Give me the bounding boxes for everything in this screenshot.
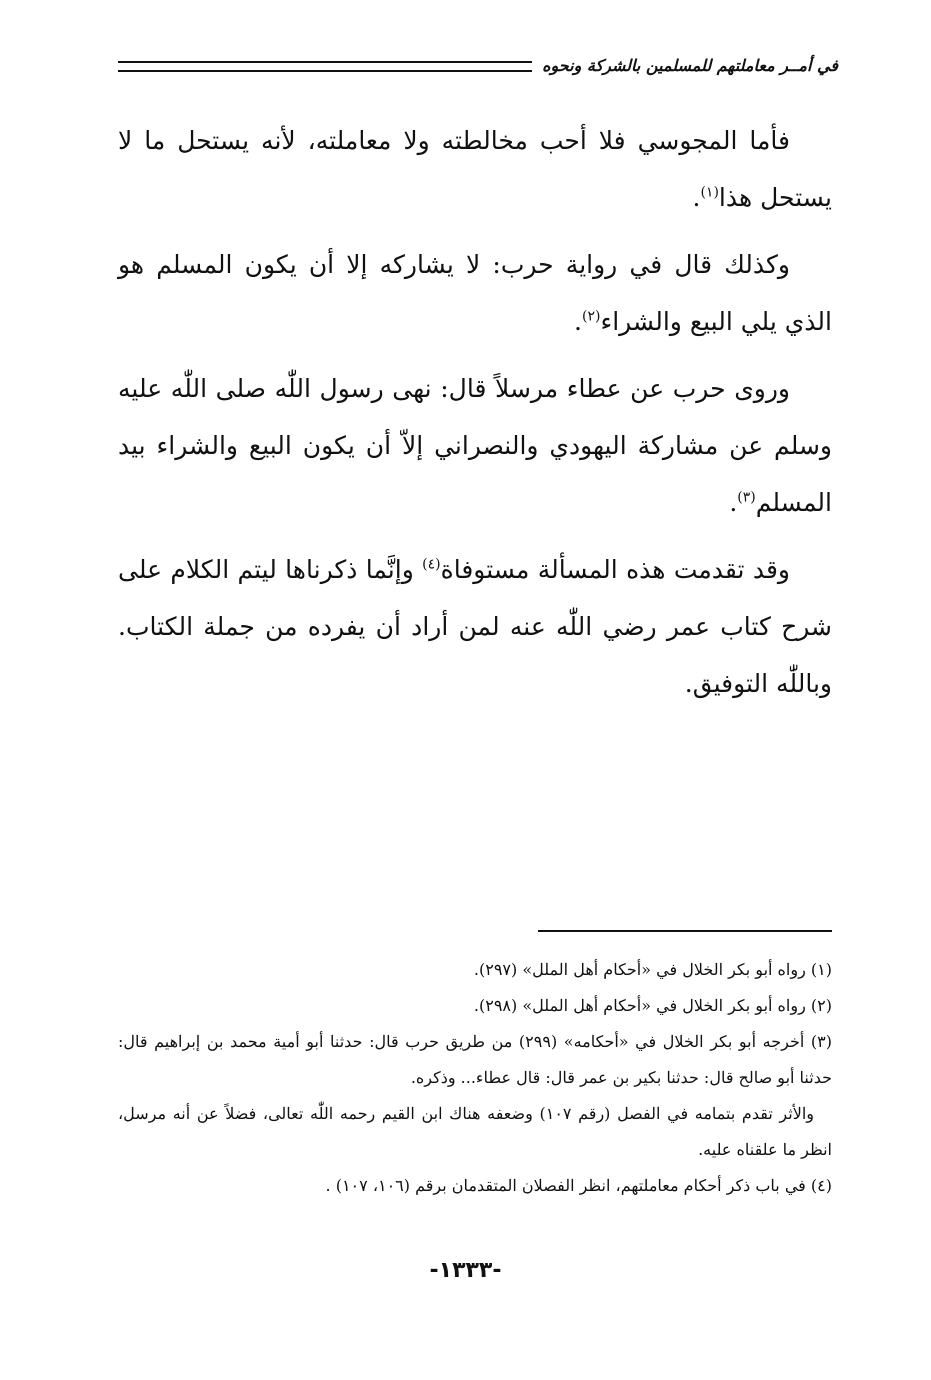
footnote-ref: (٤) bbox=[422, 556, 441, 573]
footnote: (٢) رواه أبو بكر الخلال في «أحكام أهل الملل» (٢٩٨). bbox=[473, 996, 832, 1015]
footnote: (٤) في باب ذكر أحكام معاملتهم، انظر الفصلان المتقدمان برقم (١٠٦، ١٠٧) . bbox=[325, 1176, 832, 1195]
footnote-ref: (٢) bbox=[581, 308, 601, 325]
header-double-rule bbox=[118, 61, 532, 72]
footnote-ref: (٣) bbox=[737, 489, 756, 506]
page-number: -١٣٣٣- bbox=[429, 1258, 502, 1283]
footnotes bbox=[118, 952, 832, 1204]
paragraph: فأما المجوسي فلا أحب مخالطته ولا معاملته، لأنه يستحل ما لا يستحل هذا$^{(١)}$. bbox=[118, 126, 832, 212]
footnote: (٣) أخرجه أبو بكر الخلال في «أحكامه» (٢٩٩) من طريق حرب قال: حدثنا أبو أمية محمد بن إبراهيم قال: حدثنا أبو صالح قال: حدثنا بكير بن عمر قال: قال عطاء... وذكره. bbox=[118, 1032, 833, 1087]
footnote: (١) رواه أبو بكر الخلال في «أحكام أهل الملل» (٢٩٧). bbox=[473, 960, 832, 979]
paragraph: وقد تقدمت هذه المسألة مستوفاة$^{(٤)}$ وإنَّما ذكرناها ليتم الكلام على شرح كتاب عمر رضي اللّٰه عنه لمن أراد أن يفرده من جملة الكتاب. وباللّٰه التوفيق. bbox=[118, 555, 832, 698]
main-text bbox=[118, 112, 832, 722]
footnote-ref: (١) bbox=[700, 184, 719, 201]
footnote-separator bbox=[538, 930, 832, 932]
paragraph: وروى حرب عن عطاء مرسلاً قال: نهى رسول اللّٰه صلى اللّٰه عليه وسلم عن مشاركة اليهودي والنصراني إلاّ أن يكون البيع والشراء بيد المسلم$^{(٣)}$. bbox=[118, 374, 832, 517]
paragraph: وكذلك قال في رواية حرب: لا يشاركه إلا أن يكون المسلم هو الذي يلي البيع والشراء$^{(٢)}$. bbox=[118, 250, 832, 336]
footnote-continuation: والأثر تقدم بتمامه في الفصل (رقم ١٠٧) وضعفه هناك ابن القيم رحمه اللّٰه تعالى، فضلاً عن أنه مرسل، انظر ما علقناه عليه. bbox=[118, 1104, 832, 1159]
header-title: في أمــر معاملتهم للمسلمين بالشركة ونحوه bbox=[542, 55, 838, 75]
running-header bbox=[118, 50, 838, 80]
